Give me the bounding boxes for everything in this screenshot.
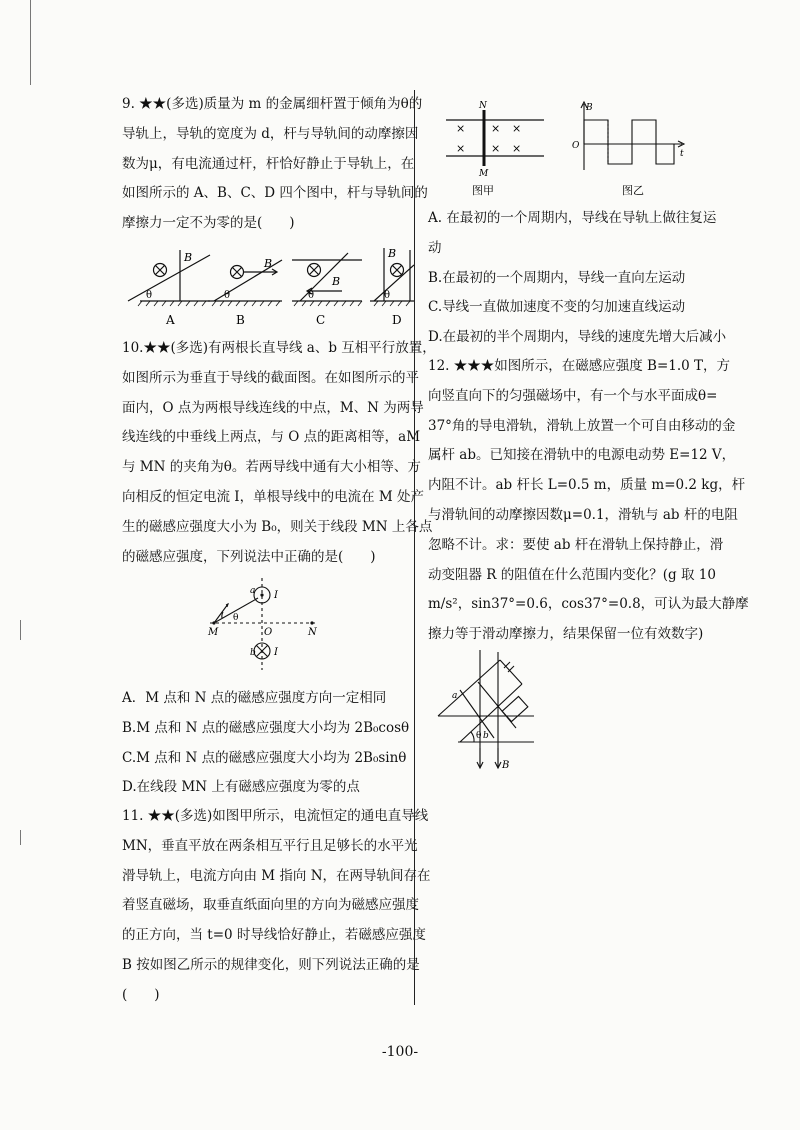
q10-diagram <box>200 578 330 678</box>
q9-fig-a-field-label: B <box>184 251 193 264</box>
q12-incline-diagram <box>434 648 544 773</box>
q10-figure <box>200 578 330 678</box>
q10-label-b: b <box>250 648 256 658</box>
q11-graph-b-label: B <box>586 103 593 113</box>
q9-figures <box>122 245 414 330</box>
q11-graph-t-label: t <box>680 149 684 159</box>
q9-fig-d-angle: θ <box>384 290 391 301</box>
q11-field-crosses <box>456 122 521 155</box>
page-number: -100- <box>381 1044 419 1060</box>
q11-caption-yi: 图乙 <box>622 184 644 197</box>
q11-label-m: M <box>479 169 489 179</box>
question-11-text: 11. ★★(多选)如图甲所示，电流恒定的通电直导线 MN，垂直平放在两条相互平行且足够长的水平光 滑导轨上，电流方向由 M 指向 N，在两导轨间存在 着竖直磁场，取垂直纸面向里的方向为磁感应强度 的正方向，当 t=0 时导线恰好静止，若磁感应强度 B 按如图乙所示的规律变化，则下列说法正确的是 ( ) <box>122 808 431 1003</box>
svg-text:×: × <box>512 122 522 135</box>
q11-caption-jia: 图甲 <box>472 184 494 197</box>
q9-fig-b-angle: θ <box>224 290 231 301</box>
q9-fig-label-c: C <box>316 313 326 327</box>
q10-label-i-top: I <box>274 590 278 601</box>
q9-fig-label-b: B <box>236 313 245 327</box>
question-11-options: A. 在最初的一个周期内，导线在导轨上做往复运 动 B.在最初的一个周期内，导线一直向左运动 C.导线一直做加速度不变的匀加速直线运动 D.在最初的半个周期内，导线的速度先增大后减小 <box>428 210 727 346</box>
question-9-text: 9. ★★(多选)质量为 m 的金属细杆置于倾角为θ的 导轨上，导轨的宽度为 d，杆与导轨间的动摩擦因 数为μ，有电流通过杆，杆恰好静止于导轨上，在 如图所示的 A、B、C、D 四个图中，杆与导轨间的 摩擦力一定不为零的是( ) <box>122 96 428 232</box>
question-10-options: A．M 点和 N 点的磁感应强度方向一定相同 B.M 点和 N 点的磁感应强度大小均为 2B₀cosθ C.M 点和 N 点的磁感应强度大小均为 2B₀sinθ D.在线段 MN 上有磁感应强度为零的点 <box>122 690 410 796</box>
q10-label-n: N <box>308 627 317 638</box>
q12-label-b: b <box>483 731 489 741</box>
q12-label-b-field: B <box>502 760 510 771</box>
svg-text:×: × <box>456 142 466 155</box>
q10-label-m: M <box>208 627 219 638</box>
scan-edge-line <box>20 620 21 640</box>
q10-wire-a-dot <box>260 593 263 596</box>
svg-text:×: × <box>456 122 466 135</box>
q9-fig-c-angle: θ <box>308 290 315 301</box>
q9-fig-a-angle: θ <box>146 290 153 301</box>
q9-figure-set <box>122 245 414 330</box>
question-10-text: 10.★★(多选)有两根长直导线 a、b 互相平行放置， 如图所示为垂直于导线的截面图。在如图所示的平 面内，O 点为两根导线连线的中点，M、N 为两导 线连线的中垂线上两点，与 O 点的距离相等，aM 与 MN 的夹角为θ。若两导线中通有大小相等、方 向相反的恒定电流 I，单根导线中的电流在 M 处产 生的磁感应强度大小为 B₀，则关于线段 MN 上各点 的磁感应强度，下列说法中正确的是( ) <box>122 340 436 565</box>
q11-label-n: N <box>479 101 487 111</box>
q11-graph-o-label: O <box>572 141 580 151</box>
q10-label-i-bottom: I <box>274 647 278 658</box>
q9-fig-label-d: D <box>392 313 402 327</box>
q9-fig-label-a: A <box>166 313 175 327</box>
q12-figure <box>434 648 544 773</box>
q10-label-theta: θ <box>233 613 239 623</box>
scan-edge-line <box>30 0 31 85</box>
q10-label-o: O <box>264 627 273 638</box>
svg-text:×: × <box>491 122 501 135</box>
q9-fig-c-field-label: B <box>332 275 341 288</box>
q10-point-n <box>310 621 313 624</box>
question-12-text: 12. ★★★如图所示，在磁感应强度 B=1.0 T，方 向竖直向下的匀强磁场中，有一个与水平面成θ= 37°角的导电滑轨，滑轨上放置一个可自由移动的金 属杆 ab。已知接在滑轨中的电源电动势 E=12 V， 内阻不计。ab 杆长 L=0.5 m，质量 m=0.2 kg，杆 与滑轨间的动摩擦因数μ=0.1，滑轨与 ab 杆的电阻 忽略不计。求：要使 ab 杆在滑轨上保持静止，滑 动变阻器 R 的阻值在什么范围内变化？(g 取 10 m/s²，sin37°=0.6，cos37°=0.8，可认为最大静摩 擦力等于滑动摩擦力，结果保留一位有效数字) <box>428 358 749 643</box>
q10-point-m <box>212 621 215 624</box>
scan-edge-line <box>20 830 21 845</box>
q11-b-time-graph <box>570 98 690 198</box>
q9-fig-b-field-label: B <box>264 257 273 270</box>
svg-text:×: × <box>491 142 501 155</box>
q12-label-theta: θ <box>476 731 482 741</box>
q9-fig-d-field-label: B <box>388 247 397 260</box>
q12-label-a: a <box>452 691 458 701</box>
q11-rails-diagram <box>446 98 546 198</box>
svg-text:×: × <box>512 142 522 155</box>
q10-label-a: a <box>250 586 256 596</box>
q11-figure-jia <box>446 98 546 198</box>
q11-figure-yi <box>570 98 690 198</box>
